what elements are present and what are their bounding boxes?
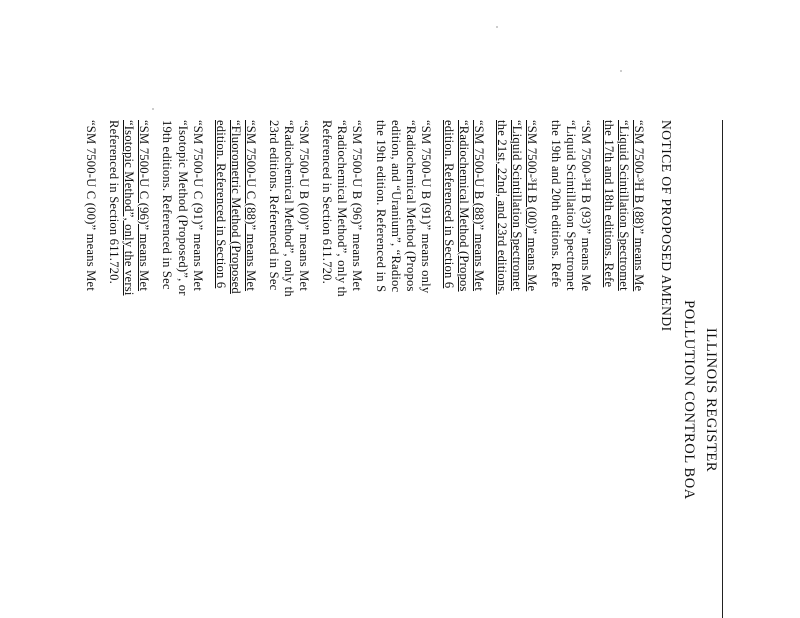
scan-speck — [496, 26, 498, 28]
definition-paragraph — [441, 120, 486, 297]
definition-line: “Liquid Scintillation Spectromet — [563, 120, 578, 291]
definition-line: “SM 7500-U C (91)” means Met — [190, 120, 205, 292]
definition-paragraph — [159, 120, 204, 297]
scan-speck — [152, 108, 154, 110]
definition-paragraph — [83, 120, 98, 297]
register-title: ILLINOIS REGISTER — [703, 327, 719, 473]
definition-line: Referenced in Section 611.720. — [107, 120, 122, 284]
definition-line: 23rd editions. Referenced in Sec — [267, 120, 282, 291]
definition-line: “Fluorometric Method (Proposed — [228, 120, 243, 294]
definition-paragraph — [106, 120, 151, 297]
definition-line: Referenced in Section 611.720. — [320, 120, 335, 284]
definition-paragraph — [319, 120, 364, 297]
definition-line: the 17th and 18th editions. Refe — [601, 120, 616, 288]
header-rule — [722, 120, 723, 618]
scan-speck — [620, 70, 622, 72]
board-title: POLLUTION CONTROL BOA — [681, 300, 697, 500]
definitions-list — [75, 120, 646, 297]
definition-line: “Radiochemical Method”, only th — [335, 120, 350, 297]
notice-title: NOTICE OF PROPOSED AMENDI — [659, 120, 674, 332]
definition-line: “SM 7500-U C (88)” means Met — [243, 120, 258, 292]
definition-paragraph — [547, 120, 592, 297]
definition-line: “SM 7500-U B (00)” means Met — [297, 120, 312, 292]
definition-line: “Liquid Scintillation Spectromet — [616, 120, 631, 291]
definition-line: “SM 7500-U B (88)” means Met — [472, 120, 487, 292]
definition-paragraph — [601, 120, 646, 297]
definition-line: “SM 7500-U C (00)” means Met — [84, 120, 99, 292]
definition-line: the 19th and 20th editions. Refe — [548, 120, 563, 288]
definition-line: “Radiochemical Method (Propos — [457, 120, 472, 292]
definition-line: edition, and “Uranium”, “Radioc — [388, 120, 403, 293]
definition-line: the 19th edition. Referenced in S — [373, 120, 388, 293]
definition-paragraph — [266, 120, 311, 297]
definition-line: “Isotopic Method”, only the versi — [122, 120, 137, 296]
definition-line: edition. Referenced in Section 6 — [213, 120, 228, 289]
definition-line: “Liquid Scintillation Spectromet — [510, 120, 525, 291]
rotated-document-page — [76, 120, 736, 618]
definition-paragraph — [213, 120, 258, 297]
definition-line: “SM 7500-U C (96)” means Met — [137, 120, 152, 292]
definition-line: the 21st, 22nd, and 23rd editions. — [495, 120, 510, 295]
definition-paragraph — [494, 120, 539, 297]
definition-line: “SM 7500-U B (96)” means Met — [350, 120, 365, 292]
definition-line: “SM 7500-³H B (00)” means Me — [525, 120, 540, 292]
definition-line: 19th editions. Referenced in Sec — [160, 120, 175, 290]
definition-line: edition. Referenced in Section 6 — [441, 120, 456, 289]
definition-line: “Radiochemical Method (Propos — [403, 120, 418, 292]
definition-line: “SM 7500-U B (91)” means only — [418, 120, 433, 294]
definition-line: “Isotopic Method (Proposed)”, or — [175, 120, 190, 296]
definition-line: “SM 7500-³H B (93)” means Me — [578, 120, 593, 292]
definition-line: “SM 7500-³H B (88)” means Me — [632, 120, 646, 292]
definition-line: “Radiochemical Method”, only th — [282, 120, 297, 297]
definition-paragraph — [373, 120, 433, 297]
